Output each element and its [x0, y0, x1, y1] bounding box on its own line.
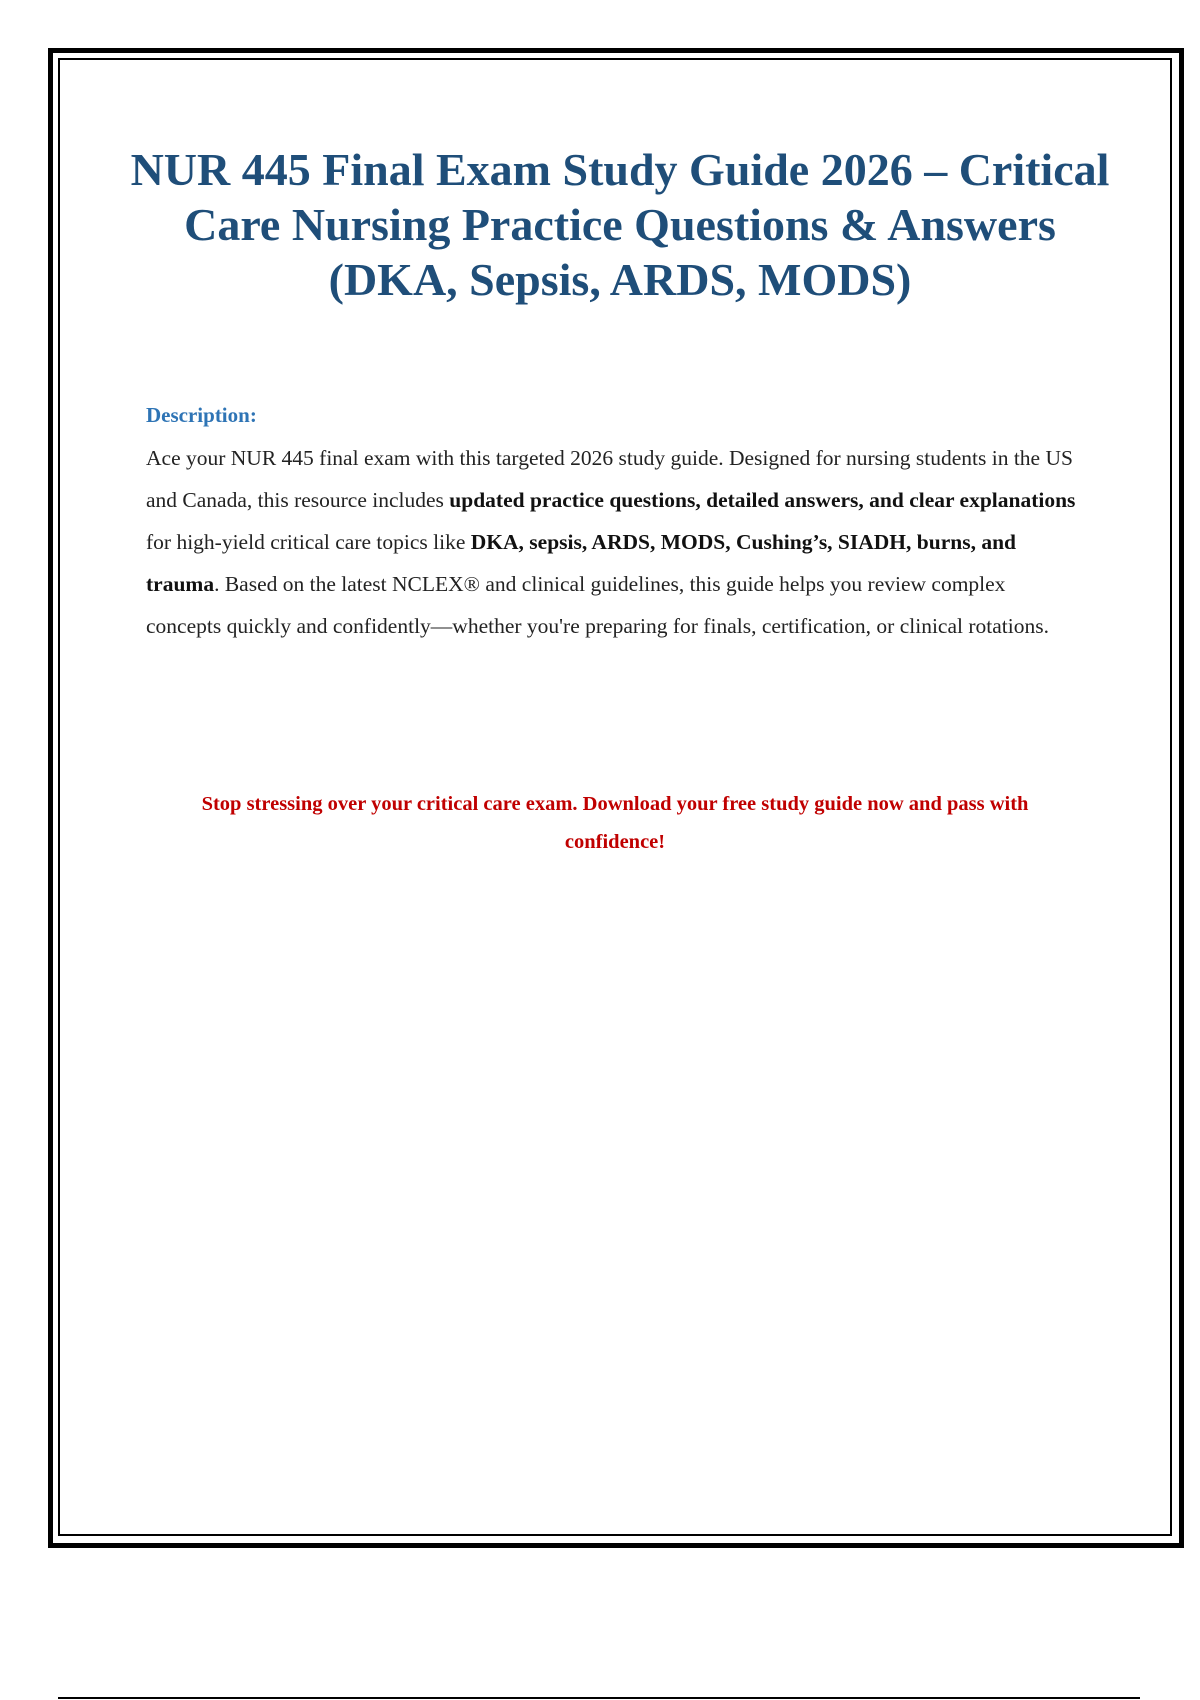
description-text-2: for high-yield critical care topics like: [146, 530, 471, 554]
description-text-1: Ace your NUR 445 final exam with this targeted 2026 study guide. Designed for nursing students in the US and Canada, this resource includes: [146, 446, 1073, 512]
description-bold-2: DKA, sepsis, ARDS, MODS, Cushing’s, SIADH, burns, and trauma: [146, 530, 1016, 596]
description-label: Description:: [146, 403, 257, 427]
description-bold-1: updated practice questions, detailed answers, and clear explanations: [449, 488, 1076, 512]
description-paragraph: [146, 437, 1076, 647]
footer-divider: [58, 1697, 1140, 1699]
document-title: NUR 445 Final Exam Study Guide 2026 – Critical Care Nursing Practice Questions & Answers (DKA, Sepsis, ARDS, MODS): [130, 144, 1110, 305]
call-to-action: Stop stressing over your critical care exam. Download your free study guide now and pass with confidence!: [201, 793, 1029, 853]
description-text-3: . Based on the latest NCLEX® and clinical guidelines, this guide helps you review complex concepts quickly and confidently—whether you're preparing for finals, certification, or clinical rotations.: [146, 572, 1049, 638]
